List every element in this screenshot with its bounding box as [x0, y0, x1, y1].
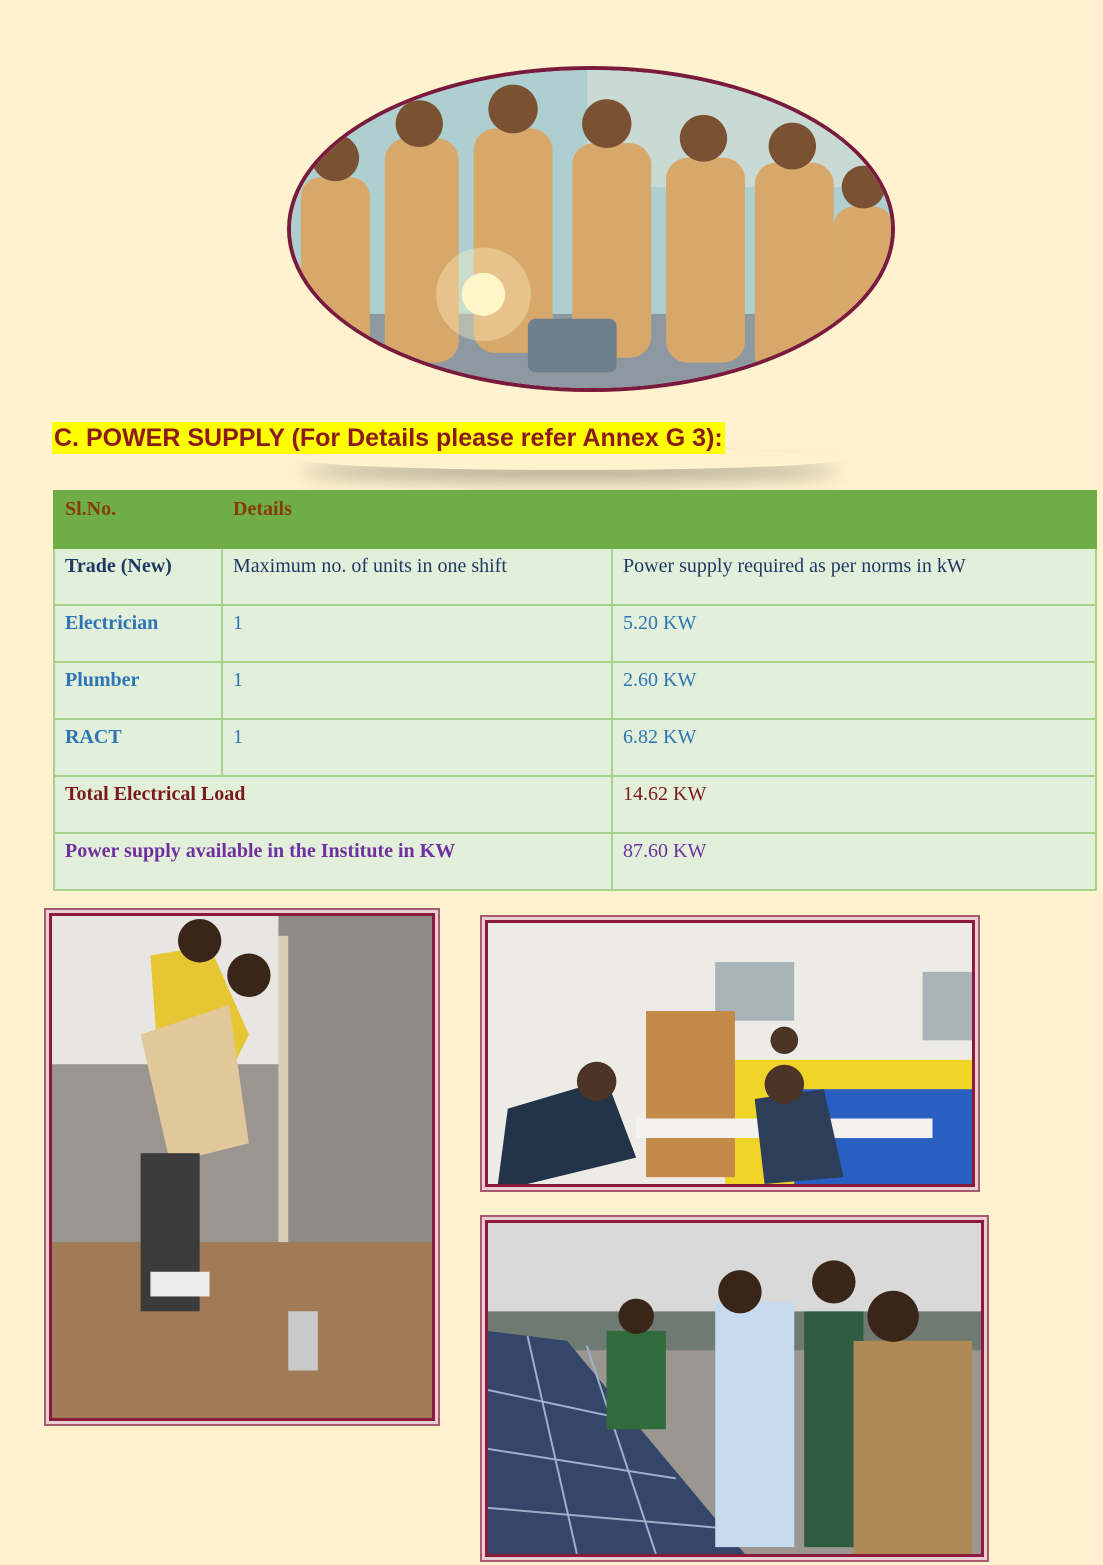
power-supply-table — [53, 490, 1097, 891]
section-heading: C. POWER SUPPLY (For Details please refer Annex G 3): — [54, 424, 723, 452]
row-trade: Electrician — [54, 605, 222, 662]
available-power-label: Power supply available in the Institute in KW — [54, 833, 612, 890]
available-power-row — [54, 833, 1096, 890]
plumbing-work-photo — [49, 913, 435, 1421]
header-details: Details — [222, 491, 1096, 548]
row-units: 1 — [222, 605, 612, 662]
row-power: 2.60 KW — [612, 662, 1096, 719]
subheader-units: Maximum no. of units in one shift — [222, 548, 612, 605]
total-load-row — [54, 776, 1096, 833]
table-row — [54, 719, 1096, 776]
subheader-trade: Trade (New) — [54, 548, 222, 605]
trainees-workbench-photo — [287, 66, 895, 392]
total-load-value: 14.62 KW — [612, 776, 1096, 833]
available-power-value: 87.60 KW — [612, 833, 1096, 890]
row-trade: Plumber — [54, 662, 222, 719]
header-sl-no: Sl.No. — [54, 491, 222, 548]
table-subheader-row — [54, 548, 1096, 605]
table-row — [54, 605, 1096, 662]
table-row — [54, 662, 1096, 719]
solar-panel-photo — [485, 1220, 984, 1557]
row-units: 1 — [222, 662, 612, 719]
row-power: 5.20 KW — [612, 605, 1096, 662]
row-units: 1 — [222, 719, 612, 776]
electrical-lab-photo — [485, 920, 975, 1187]
total-load-label: Total Electrical Load — [54, 776, 612, 833]
subheader-power: Power supply required as per norms in kW — [612, 548, 1096, 605]
table-header-row — [54, 491, 1096, 548]
row-trade: RACT — [54, 719, 222, 776]
row-power: 6.82 KW — [612, 719, 1096, 776]
